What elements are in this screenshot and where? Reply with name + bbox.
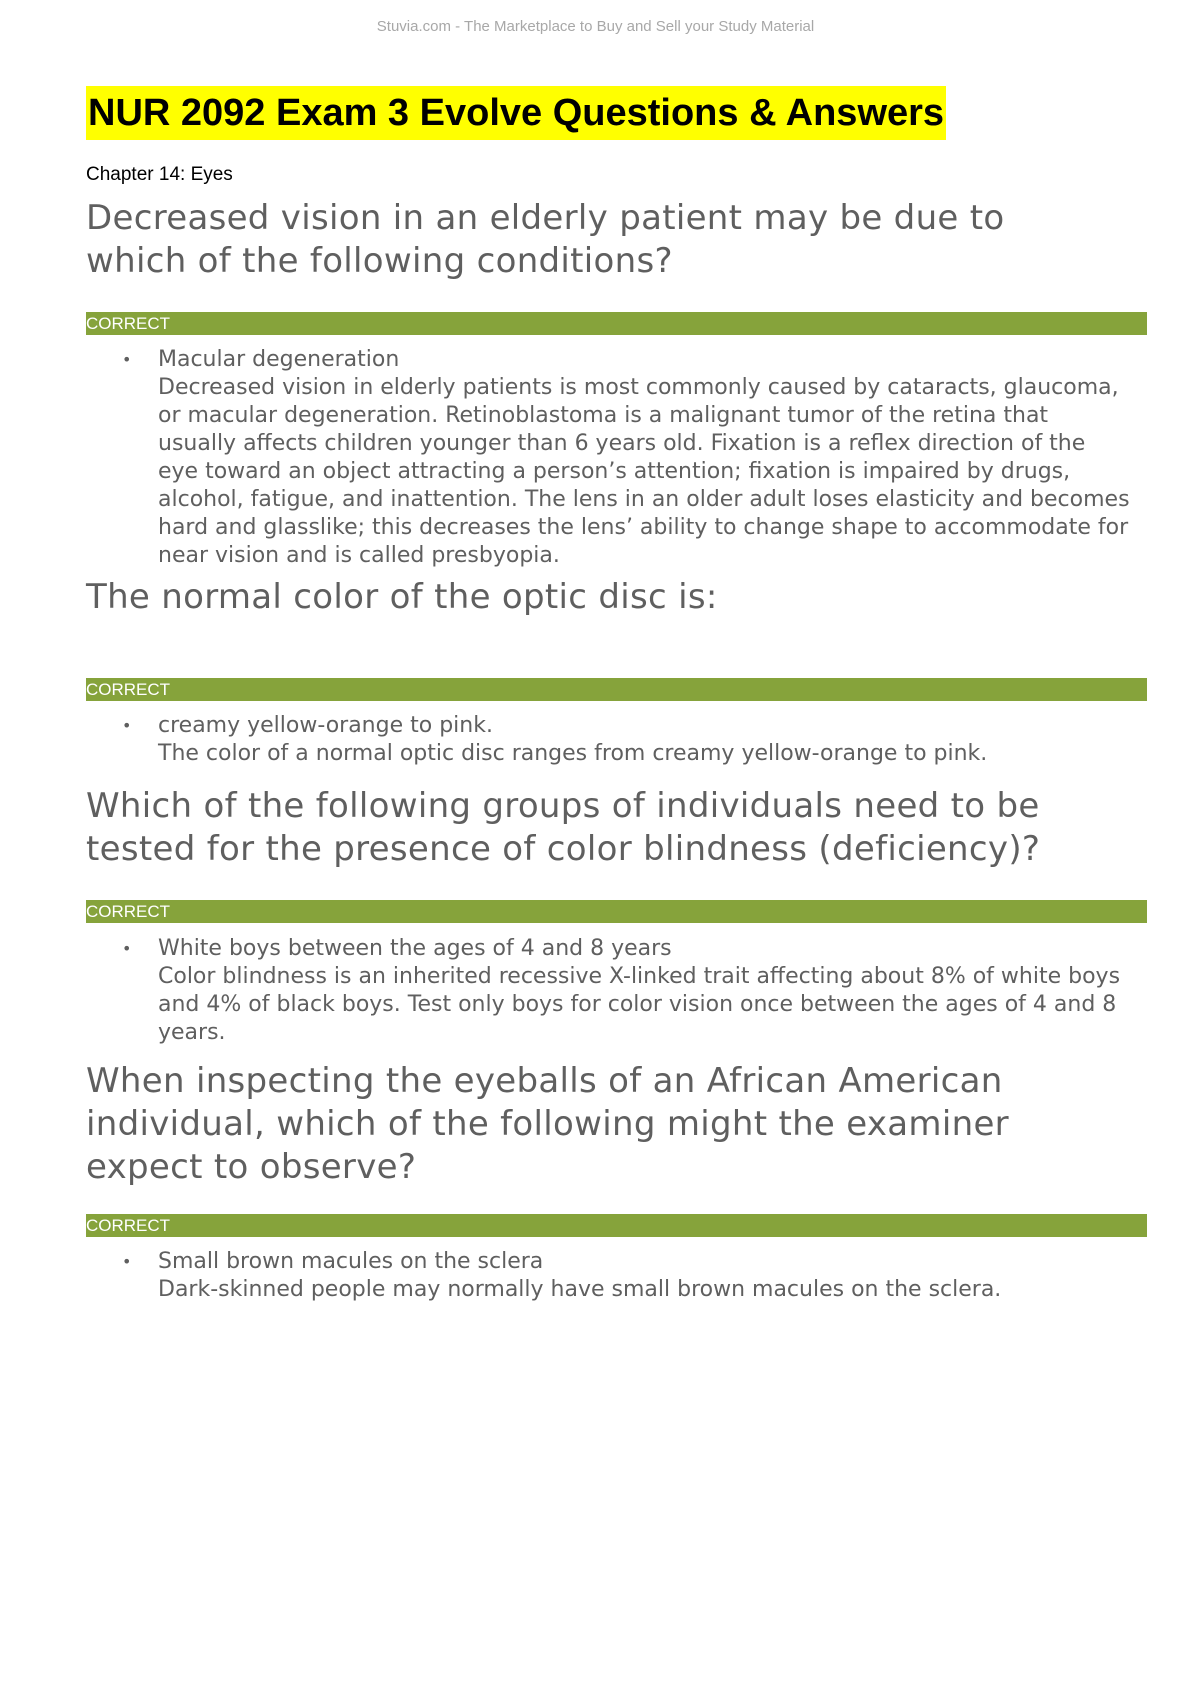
question-1: Decreased vision in an elderly patient may be due to which of the following conditions? xyxy=(86,198,1005,281)
document-title: NUR 2092 Exam 3 Evolve Questions & Answers xyxy=(86,86,946,140)
answer-explanation-1: Decreased vision in elderly patients is most commonly caused by cataracts, glaucoma, or macular degeneration. Retinoblastoma is a malignant tumor of the retina that usually affects children younger than 6 years old. Fixation is a reflex direction of the eye toward an object attracting a person’s attention; fixation is impaired by drugs, alcohol, fatigue, and inattention. The lens in an older adult loses elasticity and becomes hard and glasslike; this decreases the lens’ ability to change shape to accommodate for near vision and is called presbyopia. xyxy=(158,375,1130,568)
answer-choice-2: creamy yellow-orange to pink. xyxy=(158,713,493,738)
question-4: When inspecting the eyeballs of an African American individual, which of the following might the examiner expect to observe? xyxy=(86,1061,1009,1187)
answer-explanation-3: Color blindness is an inherited recessive X-linked trait affecting about 8% of white boys and 4% of black boys. Test only boys for color vision once between the ages of 4 and 8 years. xyxy=(158,964,1121,1045)
answer-explanation-4: Dark-skinned people may normally have small brown macules on the sclera. xyxy=(158,1277,1002,1302)
answer-explanation-2: The color of a normal optic disc ranges from creamy yellow-orange to pink. xyxy=(158,741,988,766)
correct-bar-4: CORRECT xyxy=(86,1214,1147,1237)
watermark: Stuvia.com - The Marketplace to Buy and Sell your Study Material xyxy=(376,18,815,35)
bullet-icon: • xyxy=(122,350,132,369)
answer-choice-3: White boys between the ages of 4 and 8 years xyxy=(158,936,672,961)
answer-block-3 xyxy=(122,935,1132,1047)
answer-block-2 xyxy=(122,712,1132,768)
bullet-icon: • xyxy=(122,939,132,958)
answer-choice-1: Macular degeneration xyxy=(158,347,400,372)
answer-choice-4: Small brown macules on the sclera xyxy=(158,1249,544,1274)
answer-block-4 xyxy=(122,1248,1132,1304)
correct-bar-1: CORRECT xyxy=(86,312,1147,335)
bullet-icon: • xyxy=(122,1252,132,1271)
correct-bar-3: CORRECT xyxy=(86,900,1147,923)
correct-bar-2: CORRECT xyxy=(86,678,1147,701)
question-3: Which of the following groups of individuals need to be tested for the presence of color blindness (deficiency)? xyxy=(86,786,1041,869)
answer-block-1 xyxy=(122,346,1132,570)
bullet-icon: • xyxy=(122,716,132,735)
chapter-heading: Chapter 14: Eyes xyxy=(86,164,233,185)
question-2: The normal color of the optic disc is: xyxy=(86,577,718,617)
